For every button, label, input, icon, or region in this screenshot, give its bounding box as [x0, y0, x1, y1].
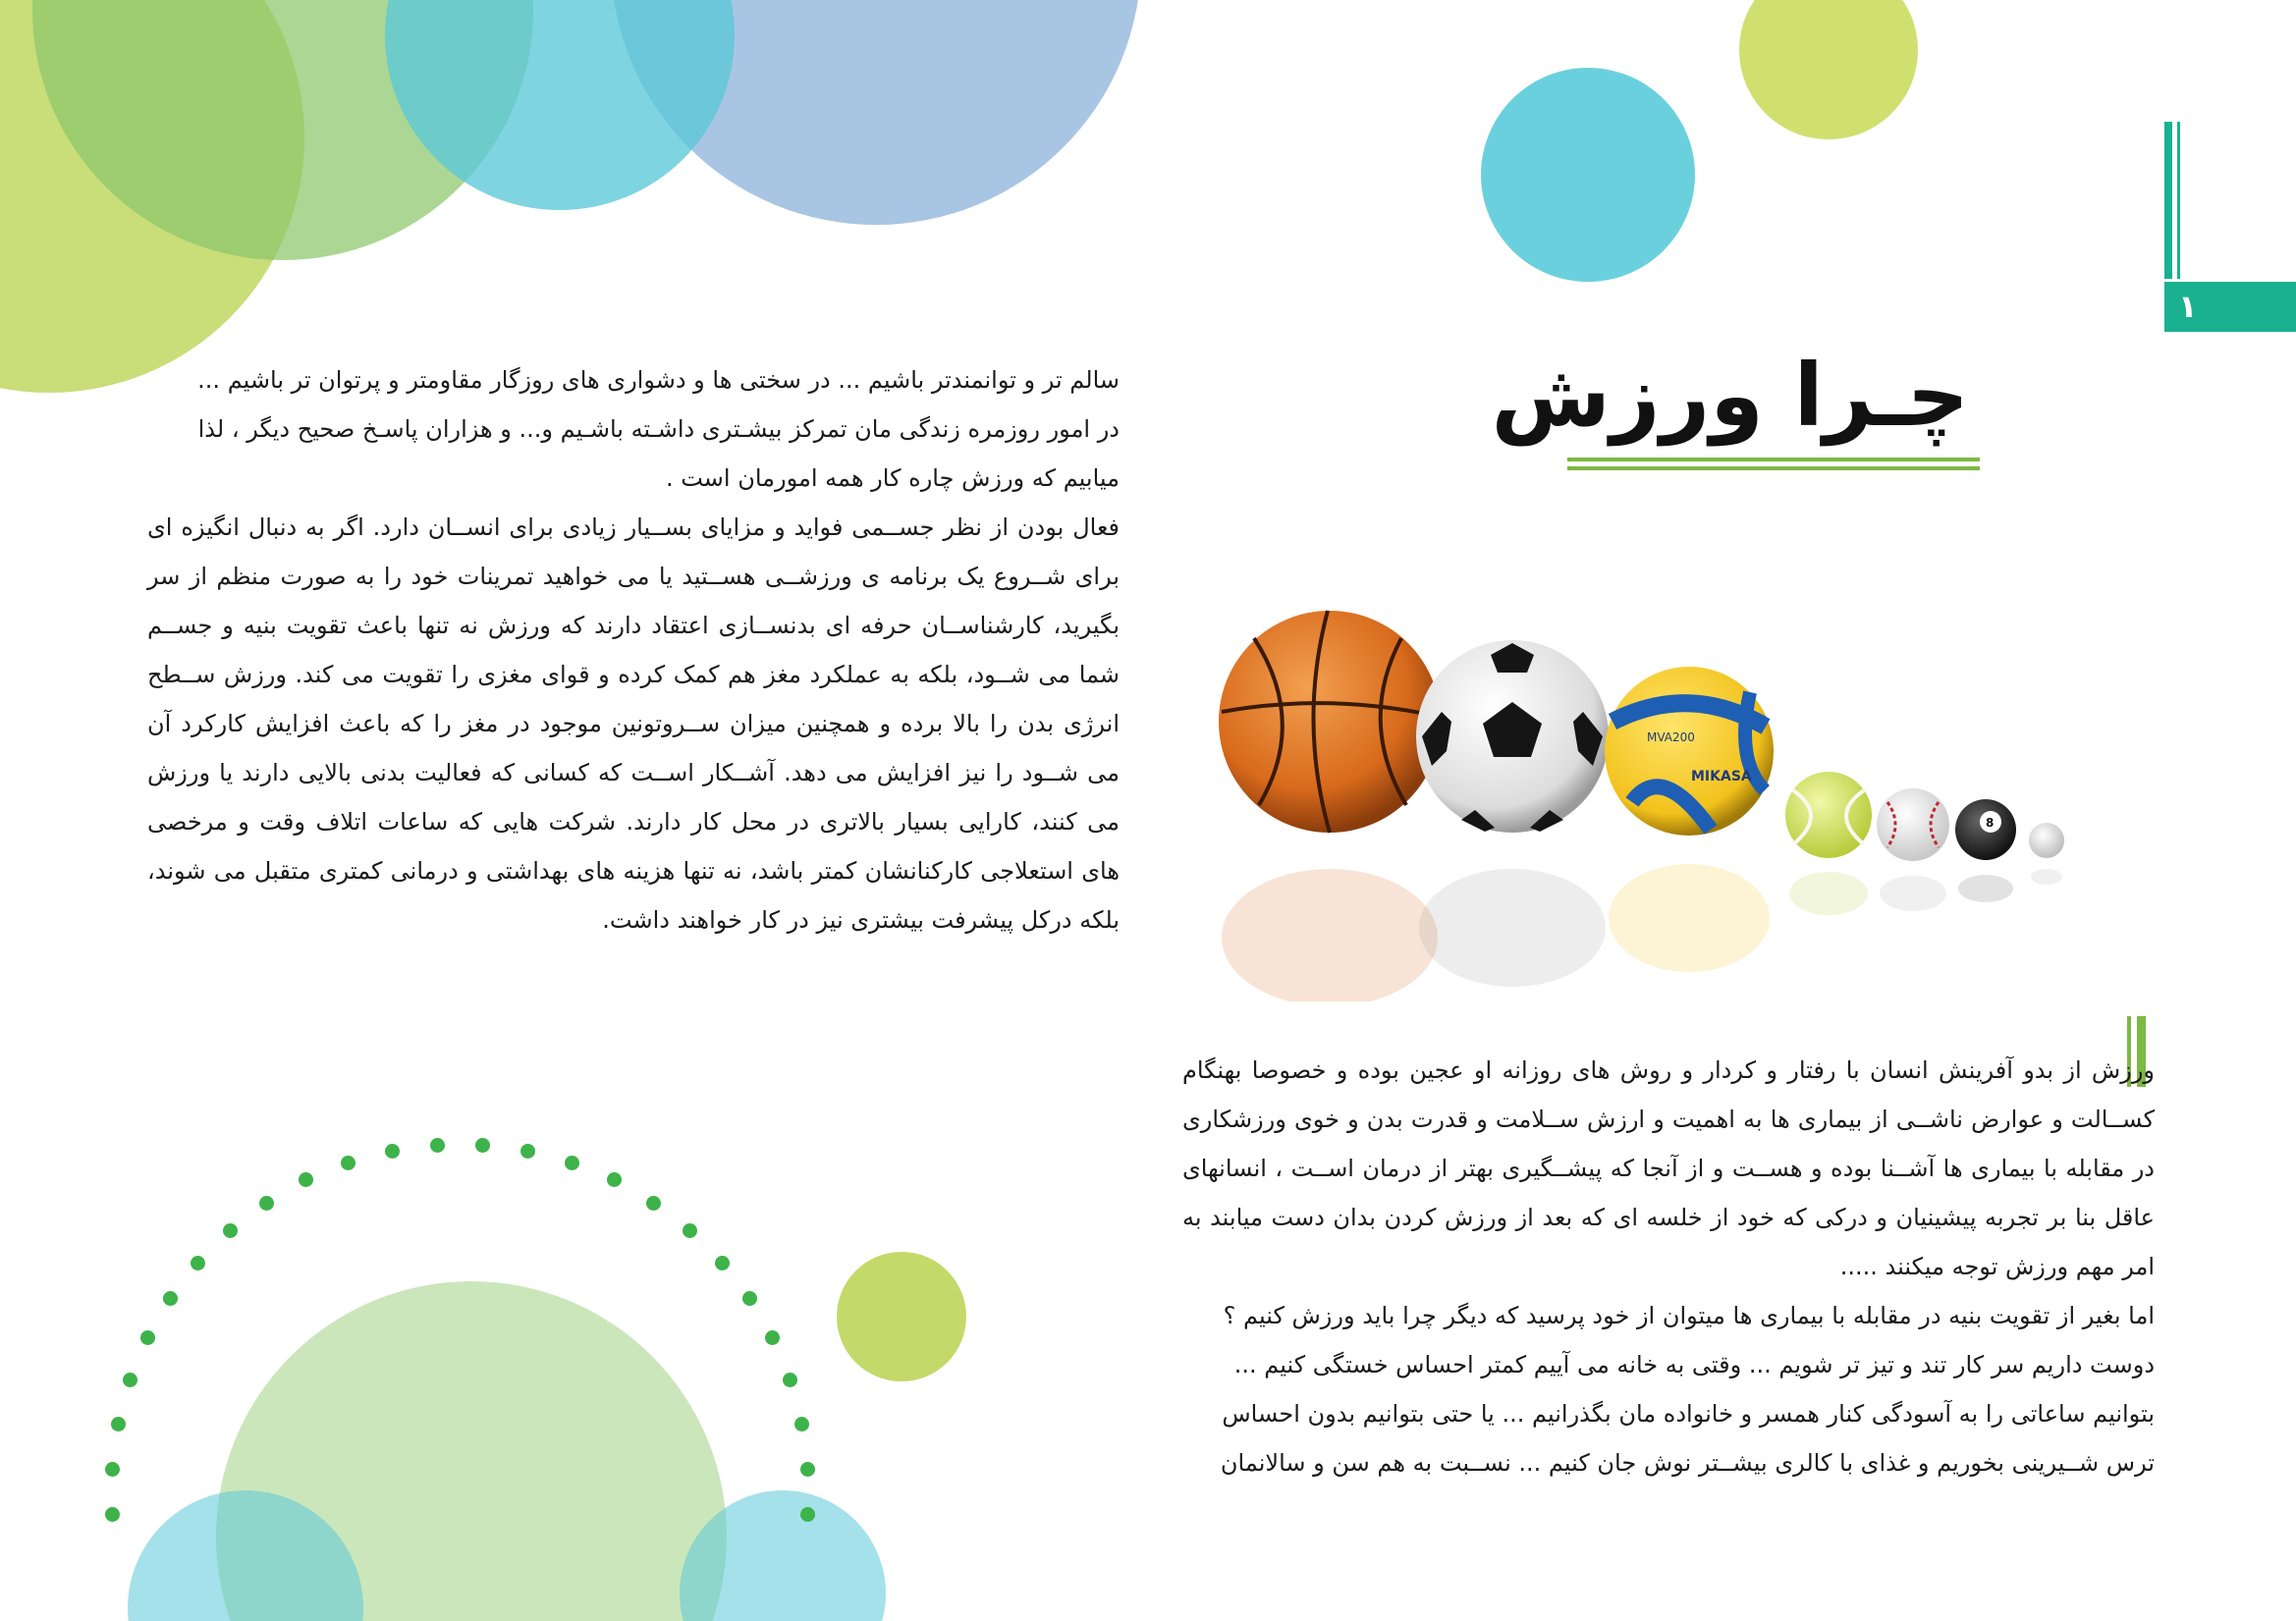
arc-dot [105, 1462, 120, 1477]
arc-dot [163, 1291, 178, 1306]
left-column-line: سالم تر و توانمندتر باشیم ... در سختی ها و دشواری های روزگار مقاومتر و پرتوان تر باشیم ... [197, 366, 1120, 394]
arc-dot [520, 1144, 535, 1159]
arc-dot [341, 1156, 355, 1170]
right-column-line: بتوانیم ساعاتی را به آسودگی کنار همسر و خانواده مان بگذرانیم ... یا حتی بتوانیم بدون احساس [1222, 1400, 2155, 1428]
arc-dot [105, 1507, 120, 1522]
arc-dot [765, 1330, 780, 1345]
arc-dot [259, 1196, 274, 1211]
arc-dot [111, 1417, 126, 1432]
arc-dot [299, 1172, 313, 1187]
arc-dot [715, 1256, 730, 1270]
page-title: چـرا ورزش [1491, 345, 1969, 446]
arc-dot [123, 1373, 137, 1387]
arc-dot [191, 1256, 205, 1270]
left-column-paragraph: فعال بودن از نظر جســمی فواید و مزایای بســیار زیادی برای انســان دارد. اگر به دنبال انگیزه ای برای شــروع یک برنامه ی ورزشــی هســتید یا می خواهید تمرینات خود را به صورت منظم از سر بگیرید، کارشناســان حرفه ای بدنســازی اعتقاد دارند که ورزش نه تنها باعث تقویت بنیه و جســم شما می شــود، بلکه به عملکرد مغز هم کمک کرده و قوای مغزی را تقویت می کند. ورزش ســطح انرژی بدن را بالا برده و همچنین میزان ســروتونین موجود در مغز را که باعث افزایش کارکرد آن می شــود را نیز افزایش می دهد. آشــکار اســت که کسانی که فعالیت بدنی بالایی دارند یا ورزش می کنند، کارایی بسیار بالاتری در محل کار دارند. شرکت هایی که ساعات اتلاف وقت و مرخصی های استعلاجی کارکنانشان کمتر باشد، نه تنها هزینه های بهداشتی و درمانی کمتری متقبل می شوند، بلکه درکل پیشرفت بیشتری نیز در کار خواهند داشت. [147, 513, 1120, 934]
svg-text:MVA200: MVA200 [1647, 730, 1695, 744]
page-number: ۱ [2164, 282, 2296, 332]
arc-dot [783, 1373, 797, 1387]
arc-dot [683, 1223, 697, 1238]
arc-dot [475, 1138, 490, 1153]
svg-text:MIKASA: MIKASA [1691, 769, 1752, 784]
right-column-line: ترس شــیرینی بخوریم و غذای با کالری بیشــتر نوش جان کنیم ... نســبت به هم سن و سالانمان [1220, 1449, 2155, 1477]
svg-text:8: 8 [1986, 816, 1995, 830]
arc-dot [742, 1291, 757, 1306]
arc-dot [385, 1144, 400, 1159]
arc-dot [800, 1507, 815, 1522]
left-column-line: در امور روزمره زندگی مان تمرکز بیشـتری داشـته باشـیم و... و هزاران پاسـخ صحیح دیگر ، لذا [197, 415, 1120, 443]
arc-dot [140, 1330, 155, 1345]
right-column-paragraph: ورزش از بدو آفرینش انسان با رفتار و کردار و روش های روزانه او عجین بوده و خصوصا بهنگام کســالت و عوارض ناشــی از بیماری ها به اهمیت و ارزش ســلامت و قدرت بدن و خوی ورزشکاری در مقابله با بیماری ها آشــنا بوده و هســت و از آنجا که پیشــگیری بهتر از درمان اســت ، انسانهای عاقل بنا بر تجربه پیشینیان و درکی که خود از خلسه ای که بعد از ورزش کردن بدان دست میابند به امر مهم ورزش توجه میکنند ..... [1182, 1056, 2155, 1280]
arc-dot [794, 1417, 809, 1432]
arc-dot [646, 1196, 661, 1211]
right-column-line: اما بغیر از تقویت بنیه در مقابله با بیماری ها میتوان از خود پرسید که دیگر چرا باید ورزش کنیم ؟ [1223, 1302, 2155, 1329]
right-column-line: دوست داریم سر کار تند و تیز تر شویم ... وقتی به خانه می آییم کمتر احساس خستگی کنیم ... [1233, 1351, 2155, 1378]
arc-dot [800, 1462, 815, 1477]
arc-dot [607, 1172, 622, 1187]
left-column-line: میابیم که ورزش چاره کار همه امورمان است . [665, 464, 1120, 492]
arc-dot [223, 1223, 238, 1238]
arc-dot [565, 1156, 579, 1170]
arc-dot [430, 1138, 445, 1153]
